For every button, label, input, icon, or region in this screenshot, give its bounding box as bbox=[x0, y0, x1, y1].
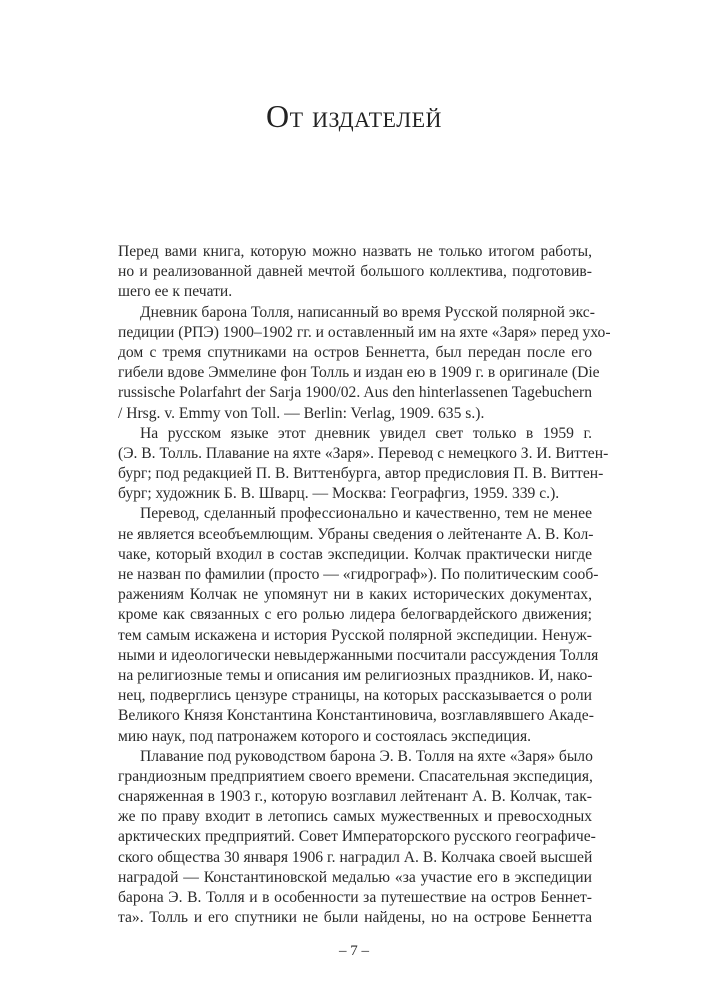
page-number: – 7 – bbox=[339, 943, 369, 959]
text-line: тем самым искажена и история Русской полярной экспедиции. Ненуж- bbox=[118, 626, 592, 644]
paragraph bbox=[118, 303, 611, 424]
text-line: но и реализованной давней мечтой большого коллектива, подготовив- bbox=[118, 263, 592, 281]
text-line: Плавание под руководством барона Э. В. Толля на яхте «Заря» было bbox=[140, 747, 593, 765]
text-line: кроме как связанных с его ролью лидера белогвардейского движения; bbox=[118, 606, 592, 624]
text-line: нец, подверглись цензуре страницы, на которых рассказывается о роли bbox=[118, 687, 592, 705]
paragraph bbox=[118, 424, 609, 505]
text-line: не является всеобъемлющим. Убраны сведения о лейтенанте А. В. Кол- bbox=[118, 525, 594, 543]
paragraph bbox=[118, 747, 596, 929]
text-line: педиции (РПЭ) 1900–1902 гг. и оставленный им на яхте «Заря» перед ухо- bbox=[118, 323, 611, 341]
text-line: барона Э. В. Толля и в особенности за путешествие на остров Беннет- bbox=[118, 889, 592, 906]
text-line: / Hrsg. v. Emmy von Toll. — Berlin: Verlag, 1909. 635 s.). bbox=[118, 404, 485, 422]
paragraph bbox=[118, 504, 599, 746]
text-line: Перед вами книга, которую можно назвать не только итогом работы, bbox=[118, 243, 592, 260]
text-line: арктических предприятий. Совет Императорского русского географиче- bbox=[118, 828, 596, 846]
text-line: на религиозные темы и описания им религиозных праздников. И, нако- bbox=[118, 666, 593, 684]
text-line: бург; художник Б. В. Шварц. — Москва: Географгиз, 1959. 339 с.). bbox=[118, 485, 560, 503]
text-line: шего ее к печати. bbox=[118, 283, 233, 301]
text-line: Перевод, сделанный профессионально и качественно, тем не менее bbox=[140, 505, 592, 523]
text-line: гибели вдове Эммелине фон Толль и издан ею в 1909 г. в оригинале (Die bbox=[118, 364, 600, 382]
text-line: мию наук, под патронажем которого и состоялась экспедиция. bbox=[118, 727, 532, 745]
text-line: (Э. В. Толль. Плавание на яхте «Заря». Перевод с немецкого З. И. Виттен- bbox=[118, 444, 609, 462]
body-text bbox=[118, 242, 611, 928]
text-line: та». Толль и его спутники не были найдены, но на острове Беннетта bbox=[118, 909, 592, 927]
text-line: чаке, который входил в состав экспедиции. Колчак практически нигде bbox=[118, 545, 592, 563]
text-line: наградой — Константиновской медалью «за участие его в экспедиции bbox=[118, 868, 592, 886]
text-line: грандиозным предприятием своего времени. Спасательная экспедиция, bbox=[118, 767, 593, 785]
text-line: ского общества 30 января 1906 г. наградил А. В. Колчака своей высшей bbox=[118, 848, 593, 866]
text-line: Великого Князя Константина Константиновича, возглавлявшего Акаде- bbox=[118, 707, 594, 725]
text-line: же по праву входит в летопись самых мужественных и превосходных bbox=[118, 808, 592, 826]
text-line: ражениям Колчак не упомянут ни в каких исторических документах, bbox=[118, 586, 592, 604]
text-line: Дневник барона Толля, написанный во время Русской полярной экс- bbox=[140, 303, 595, 321]
page-title: От издателей bbox=[266, 98, 442, 134]
text-line: бург; под редакцией П. В. Виттенбурга, автор предисловия П. В. Виттен- bbox=[118, 465, 604, 483]
paragraph bbox=[118, 242, 592, 303]
text-line: На русском языке этот дневник увидел свет только в 1959 г. bbox=[140, 424, 592, 442]
text-line: ными и идеологически невыдержанными посчитали рассуждения Толля bbox=[118, 646, 599, 664]
text-line: не назван по фамилии (просто — «гидрограф»). По политическим сооб- bbox=[118, 566, 599, 583]
text-line: russische Polarfahrt der Sarja 1900/02. Aus den hinterlassenen Tagebuchern bbox=[118, 384, 592, 402]
text-line: снаряженная в 1903 г., которую возглавил лейтенант А. В. Колчак, так- bbox=[118, 788, 592, 806]
text-line: дом с тремя спутниками на остров Беннетта, был передан после его bbox=[118, 343, 592, 361]
